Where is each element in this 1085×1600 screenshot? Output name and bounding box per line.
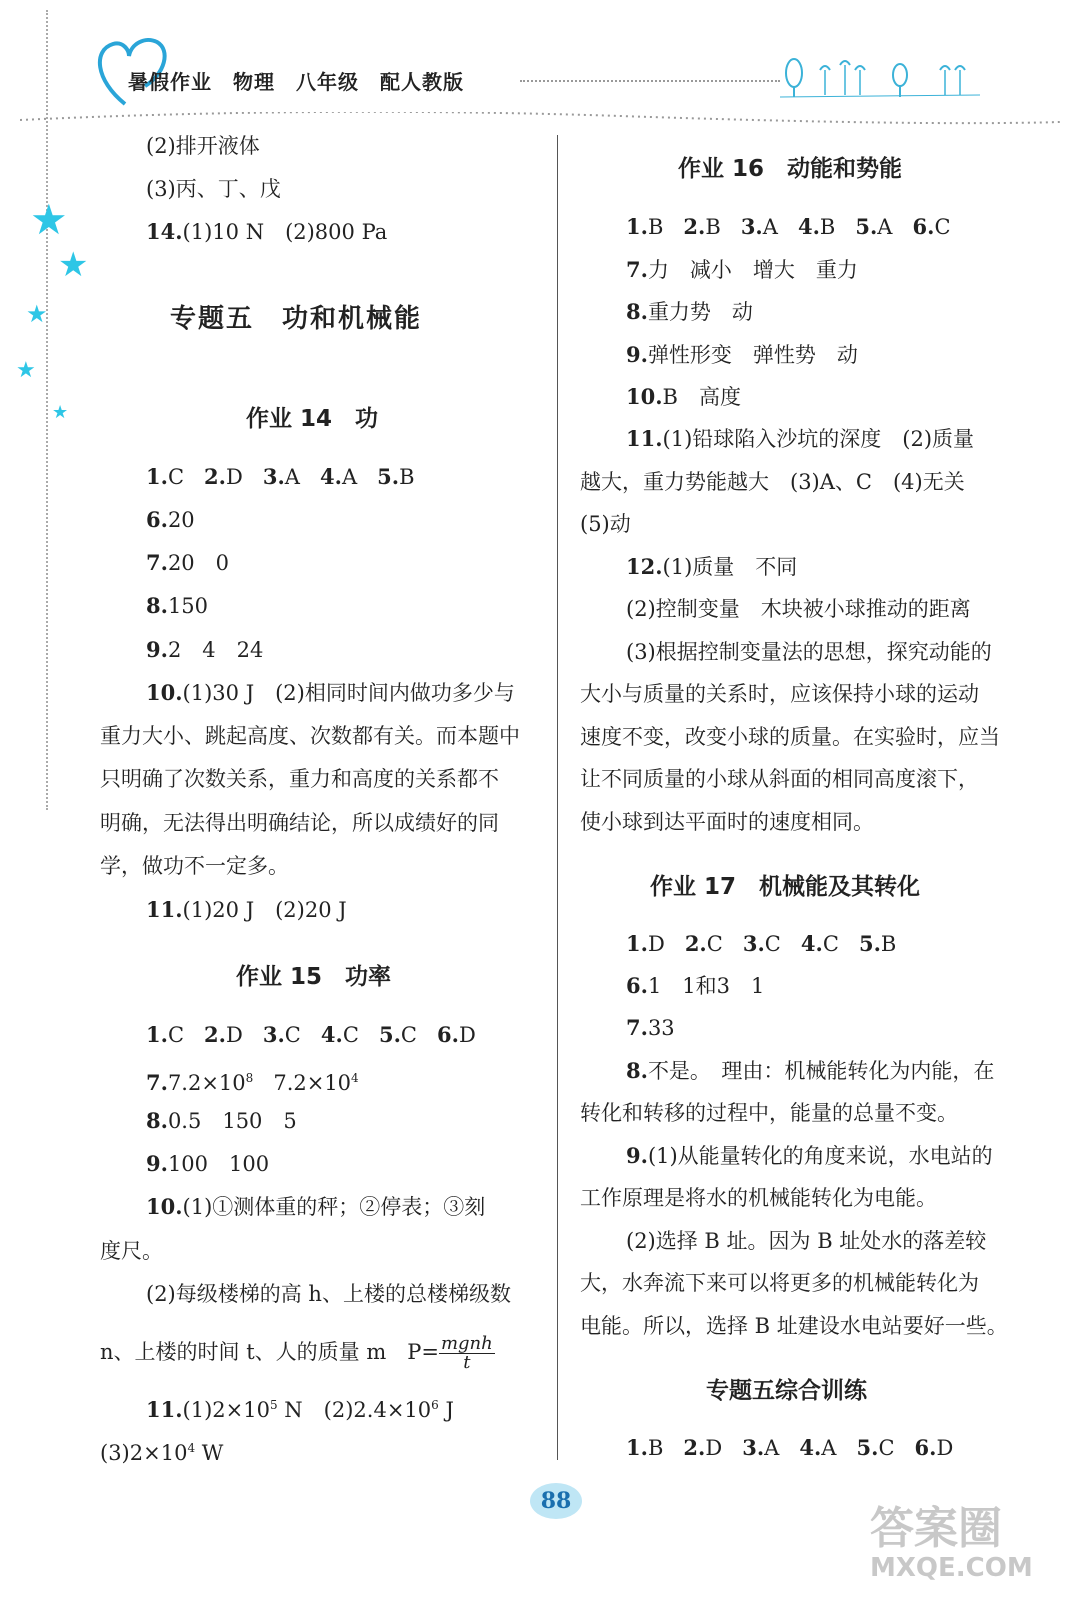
answer-line: 11.(1)铅球陷入沙坑的深度 (2)质量 <box>626 426 975 451</box>
answer-row: 1.B 2.B 3.A 4.B 5.A 6.C <box>626 214 951 239</box>
answer-line: 7.33 <box>626 1015 675 1040</box>
answer-line: 9.100 100 <box>146 1151 270 1176</box>
answer-line: 转化和转移的过程中，能量的总量不变。 <box>580 1101 958 1125</box>
star-icon: ★ <box>16 358 36 383</box>
answer-line: 8.不是。 理由：机械能转化为内能，在 <box>626 1058 995 1083</box>
answer-line: 9.(1)从能量转化的角度来说，水电站的 <box>626 1143 993 1168</box>
answer-row: 1.C 2.D 3.C 4.C 5.C 6.D <box>146 1022 476 1047</box>
answer-line: 让不同质量的小球从斜面的相同高度滚下， <box>580 767 979 791</box>
column-divider <box>557 135 558 1460</box>
answer-row: 1.C 2.D 3.A 4.A 5.B <box>146 464 415 489</box>
answer-line: 度尺。 <box>100 1239 163 1263</box>
hw17-title: 作业 17 机械能及其转化 <box>650 874 921 900</box>
answer-line: 8.0.5 150 5 <box>146 1108 297 1133</box>
answer-line: (2)排开液体 <box>146 134 260 158</box>
answer-line: 8.重力势 动 <box>626 299 753 324</box>
answer-line: 明确，无法得出明确结论，所以成绩好的同 <box>100 811 499 835</box>
answer-line: 大小与质量的关系时，应该保持小球的运动 <box>580 682 979 706</box>
answer-line: (2)每级楼梯的高 h、上楼的总楼梯级数 <box>146 1282 511 1306</box>
power-formula: $\frac{\text{mgnh}}{t}$ <box>440 1333 493 1373</box>
answer-line: 6.20 <box>146 507 195 532</box>
hw15-title: 作业 15 功率 <box>236 964 392 990</box>
answer-line: $11.(1)2\times 10^5$ N $(2)2.4\times 10^6$ J <box>146 1397 454 1422</box>
watermark-logo: 答案圈 <box>870 1503 1002 1554</box>
answer-row: 1.D 2.C 3.C 4.C 5.B <box>626 931 897 956</box>
answer-line: 只明确了次数关系，重力和高度的关系都不 <box>100 767 499 791</box>
answer-line: 使小球到达平面时的速度相同。 <box>580 810 874 834</box>
star-icon: ★ <box>52 402 69 423</box>
answer-line: (3)根据控制变量法的思想，探究动能的 <box>626 640 992 664</box>
answer-line: 14.(1)10 N (2)800 Pa <box>146 219 388 244</box>
answer-line: 速度不变，改变小球的质量。在实验时，应当 <box>580 725 1000 749</box>
answer-line: 学，做功不一定多。 <box>100 854 289 878</box>
page-number: 88 <box>530 1483 582 1519</box>
answer-line: 电能。所以，选择 B 址建设水电站要好一些。 <box>580 1314 1008 1338</box>
answer-line: $(3)2\times 10^4$ W <box>100 1441 224 1465</box>
answer-line: 12.(1)质量 不同 <box>626 554 798 579</box>
topic-title: 专题五 功和机械能 <box>170 304 423 334</box>
answer-line: 10.(1)30 J (2)相同时间内做功多少与 <box>146 680 515 705</box>
answer-line: (2)选择 B 址。因为 B 址处水的落差较 <box>626 1229 987 1253</box>
watermark-url: MXQE.COM <box>870 1553 1033 1583</box>
hw16-title: 作业 16 动能和势能 <box>678 156 903 182</box>
answer-line: 9.2 4 24 <box>146 637 264 662</box>
answer-line: 9.弹性形变 弹性势 动 <box>626 342 858 367</box>
answer-line: 10.B 高度 <box>626 384 741 409</box>
margin-dotted-line <box>46 10 48 810</box>
watermark <box>870 1505 1033 1583</box>
answer-line: 11.(1)20 J (2)20 J <box>146 897 347 922</box>
answer-line: $7.7.2\times 10^8$ $7.2\times 10^4$ <box>146 1070 359 1095</box>
answer-line: 大，水奔流下来可以将更多的机械能转化为 <box>580 1271 979 1295</box>
answer-line: 6.1 1和3 1 <box>626 973 765 998</box>
answer-line: (3)丙、丁、戊 <box>146 177 281 201</box>
star-icon: ★ <box>26 300 48 328</box>
answer-row: 1.B 2.D 3.A 4.A 5.C 6.D <box>626 1435 954 1460</box>
answer-line: 10.(1)①测体重的秤；②停表；③刻 <box>146 1194 486 1219</box>
answer-line: 重力大小、跳起高度、次数都有关。而本题中 <box>100 724 520 748</box>
header-title: 暑假作业 物理 八年级 配人教版 <box>128 70 464 94</box>
answer-line: 越大，重力势能越大 (3)A、C (4)无关 <box>580 470 965 494</box>
answer-line: (2)控制变量 木块被小球推动的距离 <box>626 597 971 621</box>
answer-line: n、上楼的时间 t、人的质量 m P= $\frac{\text{mgnh}}{t}$ <box>100 1333 493 1373</box>
star-icon: ★ <box>58 245 89 285</box>
flower-decoration <box>780 55 980 100</box>
answer-line: 7.20 0 <box>146 550 230 575</box>
answer-line: 8.150 <box>146 593 209 618</box>
review-title: 专题五综合训练 <box>706 1378 867 1404</box>
answer-line: (5)动 <box>580 512 631 536</box>
hw14-title: 作业 14 功 <box>246 406 379 432</box>
answer-line: 工作原理是将水的机械能转化为电能。 <box>580 1186 937 1210</box>
star-icon: ★ <box>30 195 68 244</box>
answer-line: 7.力 减小 增大 重力 <box>626 257 858 282</box>
header-dotted-line <box>520 80 780 82</box>
